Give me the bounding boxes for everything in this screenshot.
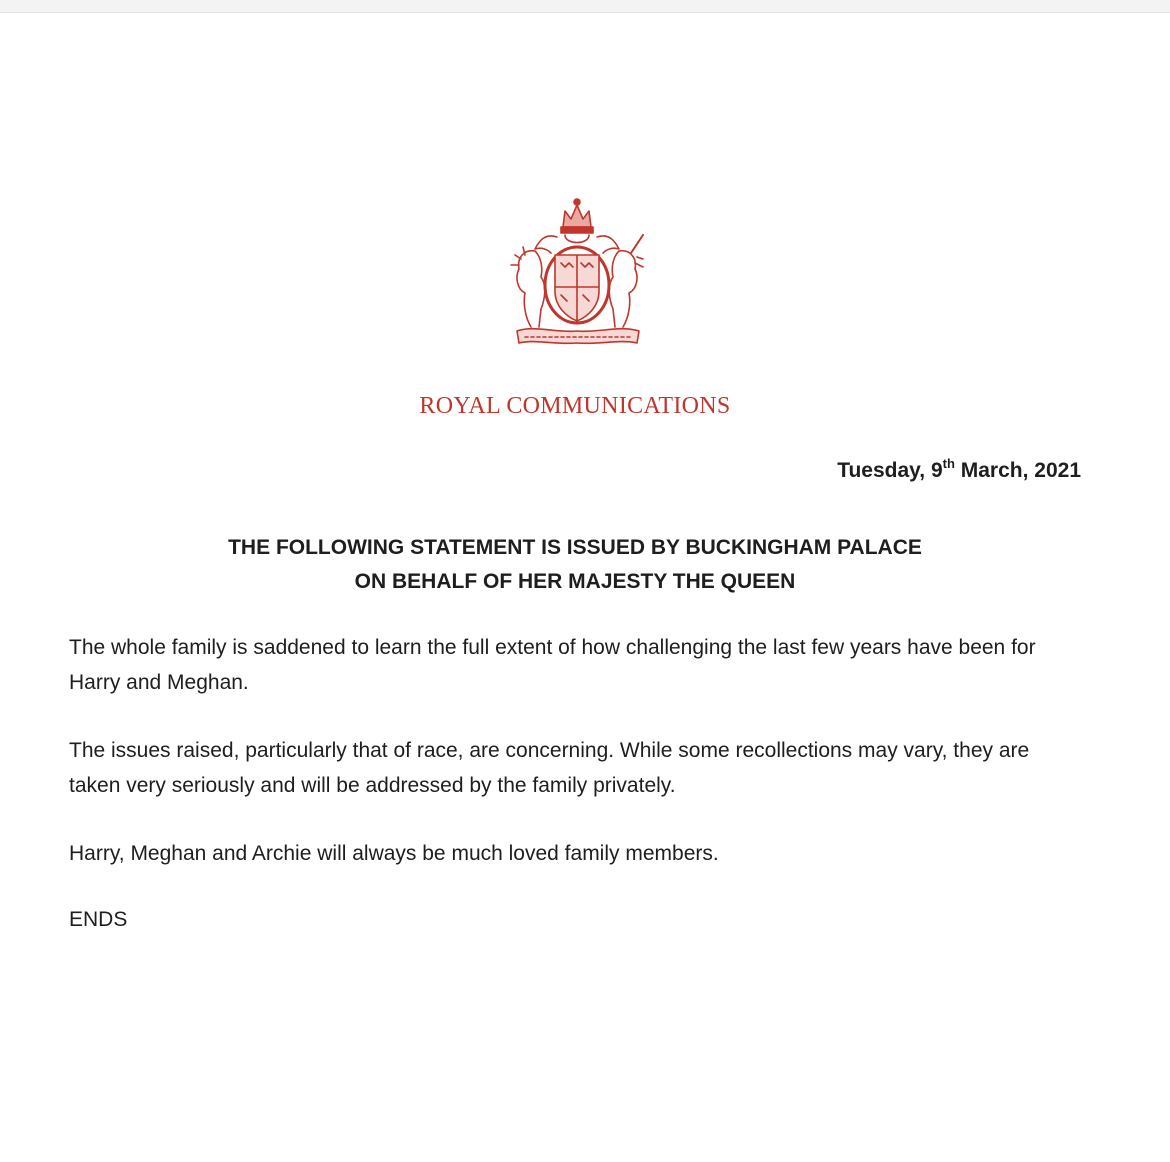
royal-crest-icon bbox=[495, 193, 660, 353]
statement-paragraph-2: The issues raised, particularly that of race, are concerning. While some recollections may vary, they are taken very seriously and will be addressed by the family privately. bbox=[69, 739, 1030, 797]
heading-line-1: THE FOLLOWING STATEMENT IS ISSUED BY BUCKINGHAM PALACE bbox=[228, 536, 922, 559]
organization-name: ROYAL COMMUNICATIONS bbox=[419, 393, 731, 419]
statement-paragraph-3: Harry, Meghan and Archie will always be much loved family members. bbox=[69, 842, 719, 865]
date-month-year: March, 2021 bbox=[954, 459, 1081, 482]
heading-line-2: ON BEHALF OF HER MAJESTY THE QUEEN bbox=[354, 570, 796, 593]
statement-closing: ENDS bbox=[69, 908, 128, 931]
statement-date bbox=[837, 456, 1081, 483]
date-ordinal-suffix: th bbox=[942, 456, 955, 471]
statement-heading bbox=[0, 531, 1150, 599]
top-border bbox=[0, 0, 1170, 13]
date-day: Tuesday, 9 bbox=[837, 459, 943, 482]
statement-paragraph-1: The whole family is saddened to learn the full extent of how challenging the last few years have been for Harry and Meghan. bbox=[69, 636, 1036, 694]
